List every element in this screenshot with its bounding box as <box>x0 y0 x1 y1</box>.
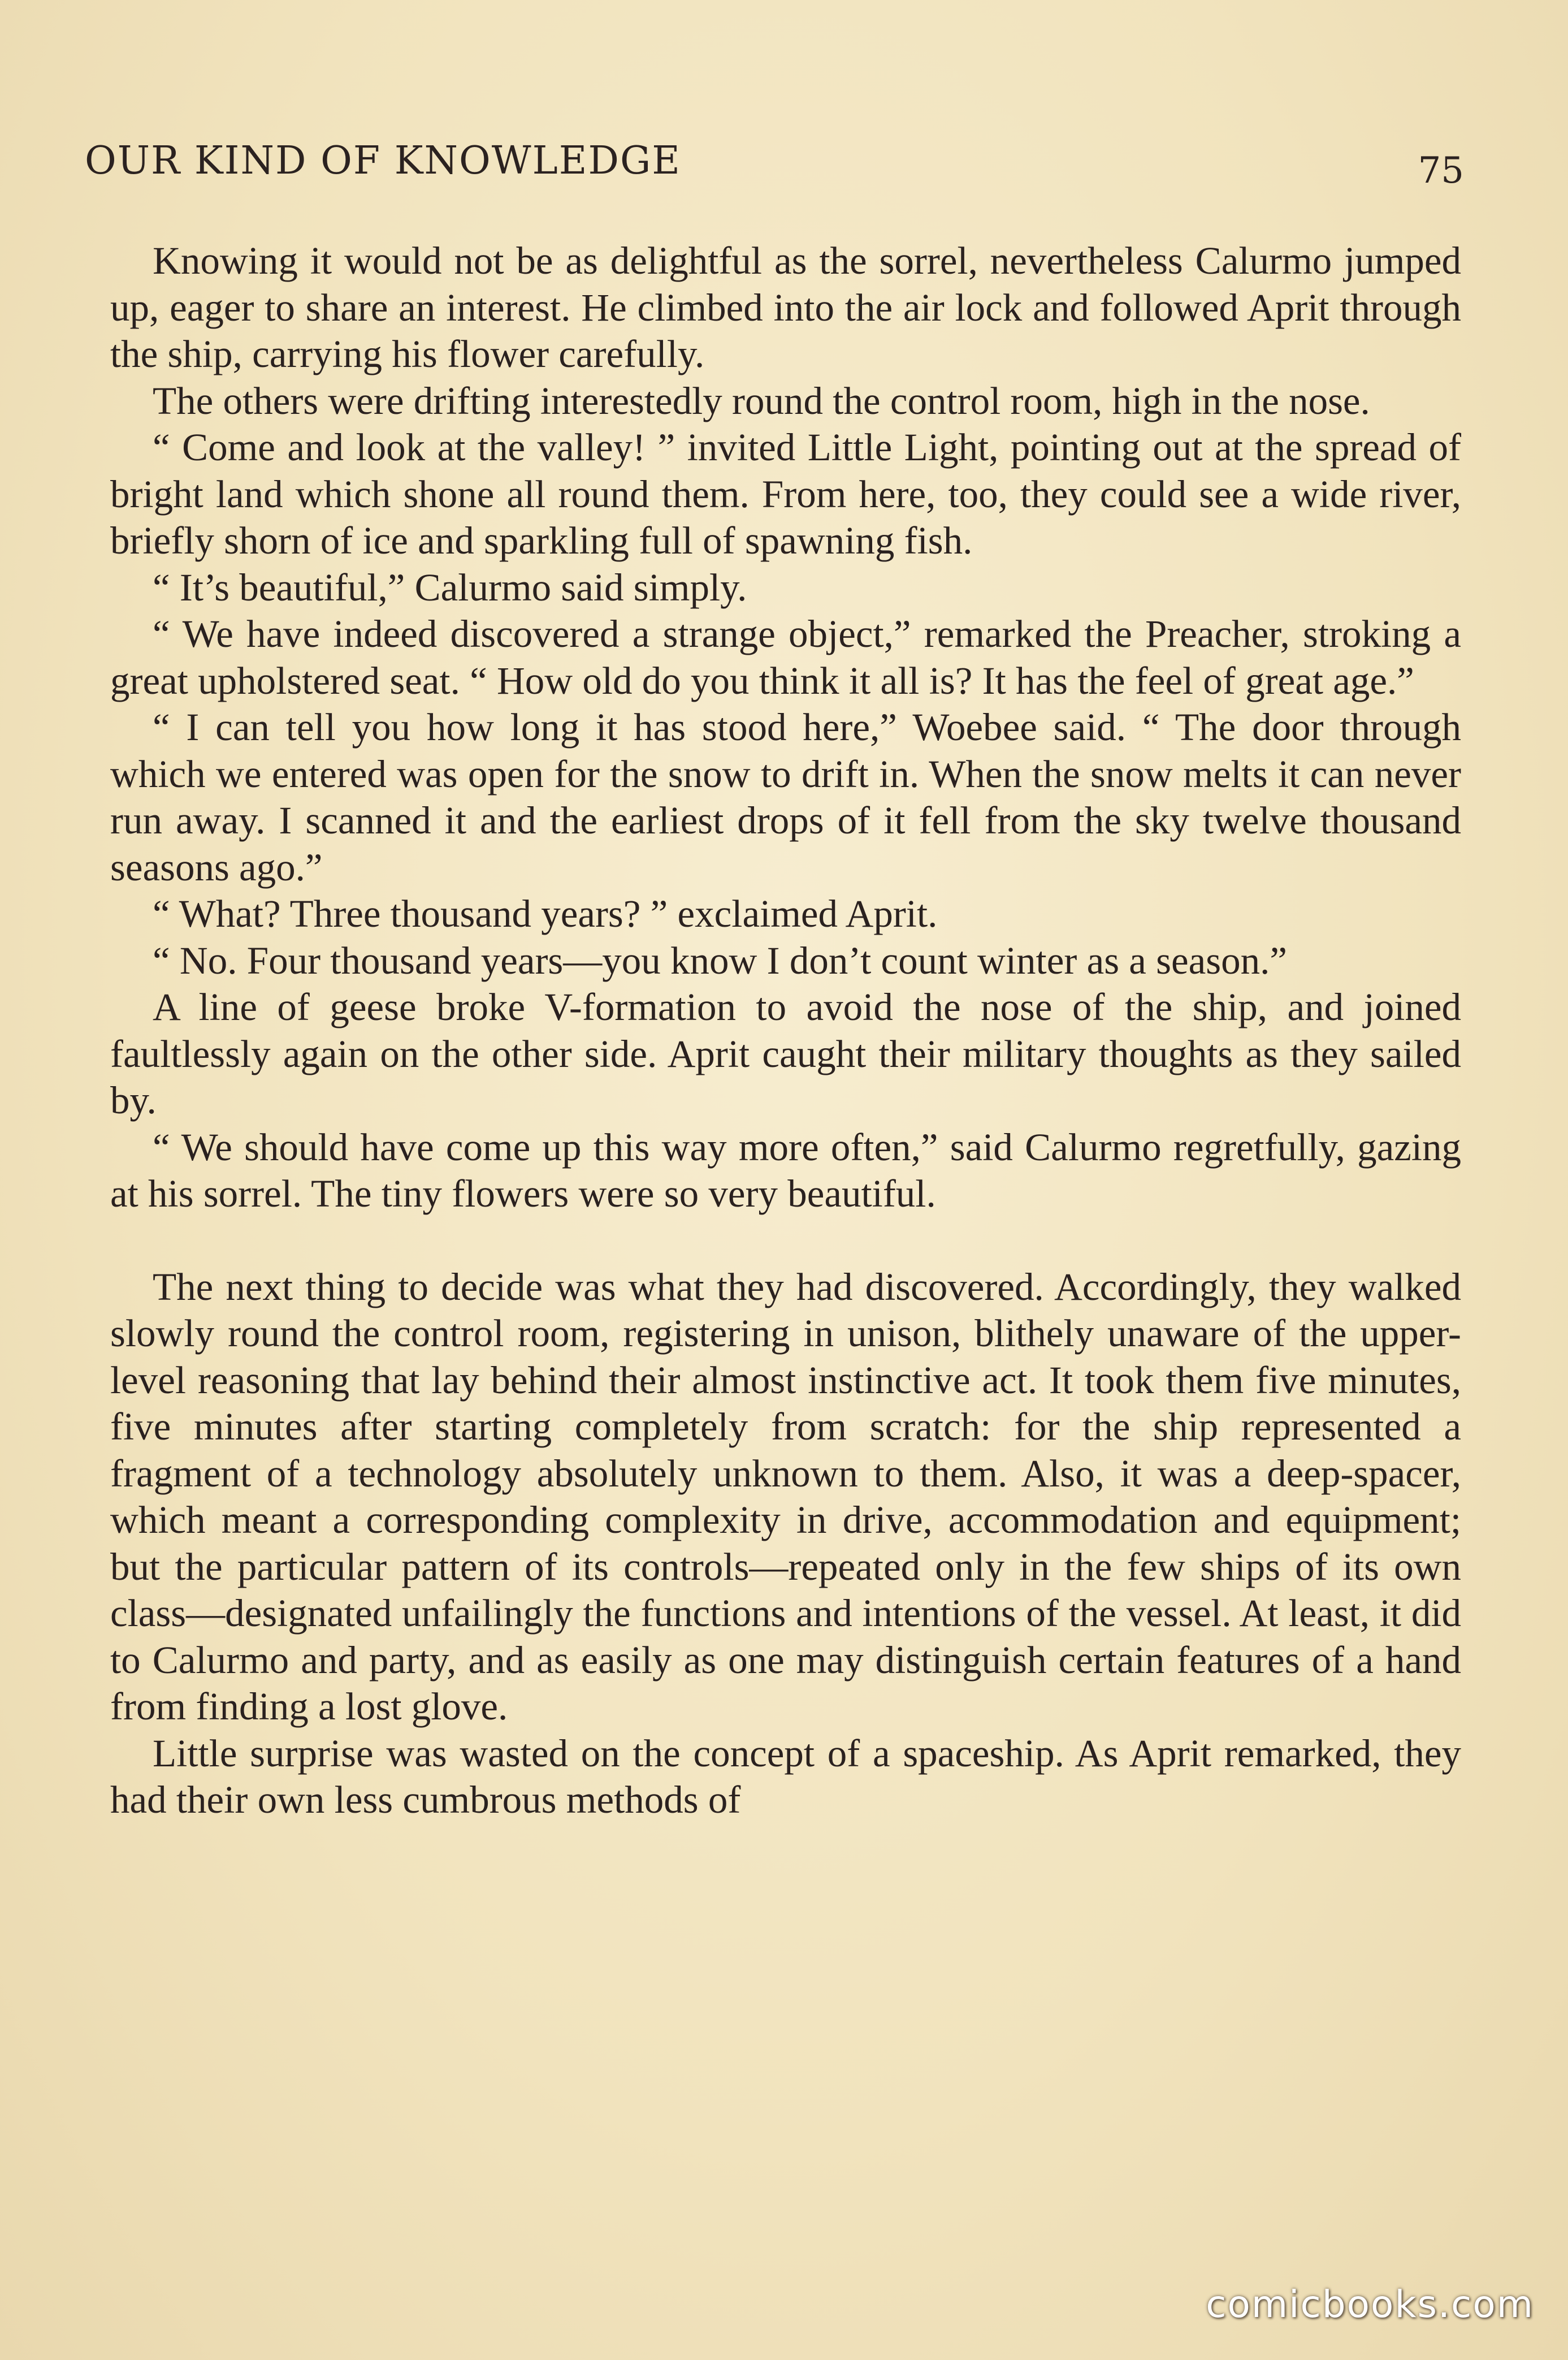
page-header <box>85 139 1464 195</box>
paragraph: “ I can tell you how long it has stood here,” Woebee said. “ The door through which we entered was open for the snow to drift in. When the snow melts it can never run away. I scanned it and the earliest drops of it fell from the sky twelve thousand seasons ago.” <box>110 706 1461 889</box>
watermark: comicbooks.com <box>1206 2283 1534 2326</box>
paragraph: A line of geese broke V-formation to avoid the nose of the ship, and joined faultlessly again on the other side. Aprit caught their military thoughts as they sailed by. <box>110 986 1461 1122</box>
paragraph: “ It’s beautiful,” Calurmo said simply. <box>153 565 747 609</box>
paragraph: “ We should have come up this way more often,” said Calurmo regretfully, gazing at his sorrel. The tiny flowers were so very beautiful. <box>110 1125 1461 1215</box>
paragraph: “ What? Three thousand years? ” exclaimed Aprit. <box>153 892 938 935</box>
paragraph: The others were drifting interestedly round the control room, high in the nose. <box>153 379 1370 422</box>
paragraph: The next thing to decide was what they had discovered. Accordingly, they walked slowly round the control room, registering in unison, blithely unaware of the upper-level reasoning that lay behind their almost instinctive act. It took them five minutes, five minutes after starting completely from scratch: for the ship represented a fragment of a technology absolutely unknown to them. Also, it was a deep-spacer, which meant a corresponding complexity in drive, accommodation and equipment; but the particular pattern of its controls—repeated only in the few ships of its own class—designated unfailingly the functions and intentions of the vessel. At least, it did to Calurmo and party, and as easily as one may distinguish certain features of a hand from finding a lost glove. <box>110 1265 1461 1728</box>
paragraph: “ No. Four thousand years—you know I don’t count winter as a season.” <box>153 939 1287 982</box>
paragraph: Knowing it would not be as delightful as the sorrel, nevertheless Calurmo jumped up, eager to share an interest. He climbed into the air lock and followed Aprit through the ship, carrying his flower carefully. <box>110 239 1461 375</box>
running-head: OUR KIND OF KNOWLEDGE <box>85 139 681 183</box>
paragraph: Little surprise was wasted on the concept of a spaceship. As Aprit remarked, they had their own less cumbrous methods of <box>110 1731 1461 1821</box>
page-number: 75 <box>1418 150 1464 192</box>
body-text <box>110 237 1461 1823</box>
section-break <box>110 1217 1461 1264</box>
paragraph: “ We have indeed discovered a strange object,” remarked the Preacher, stroking a great upholstered seat. “ How old do you think it all is? It has the feel of great age.” <box>110 612 1461 702</box>
paragraph: “ Come and look at the valley! ” invited Little Light, pointing out at the spread of bright land which shone all round them. From here, too, they could see a wide river, briefly shorn of ice and sparkling full of spawning fish. <box>110 426 1461 562</box>
